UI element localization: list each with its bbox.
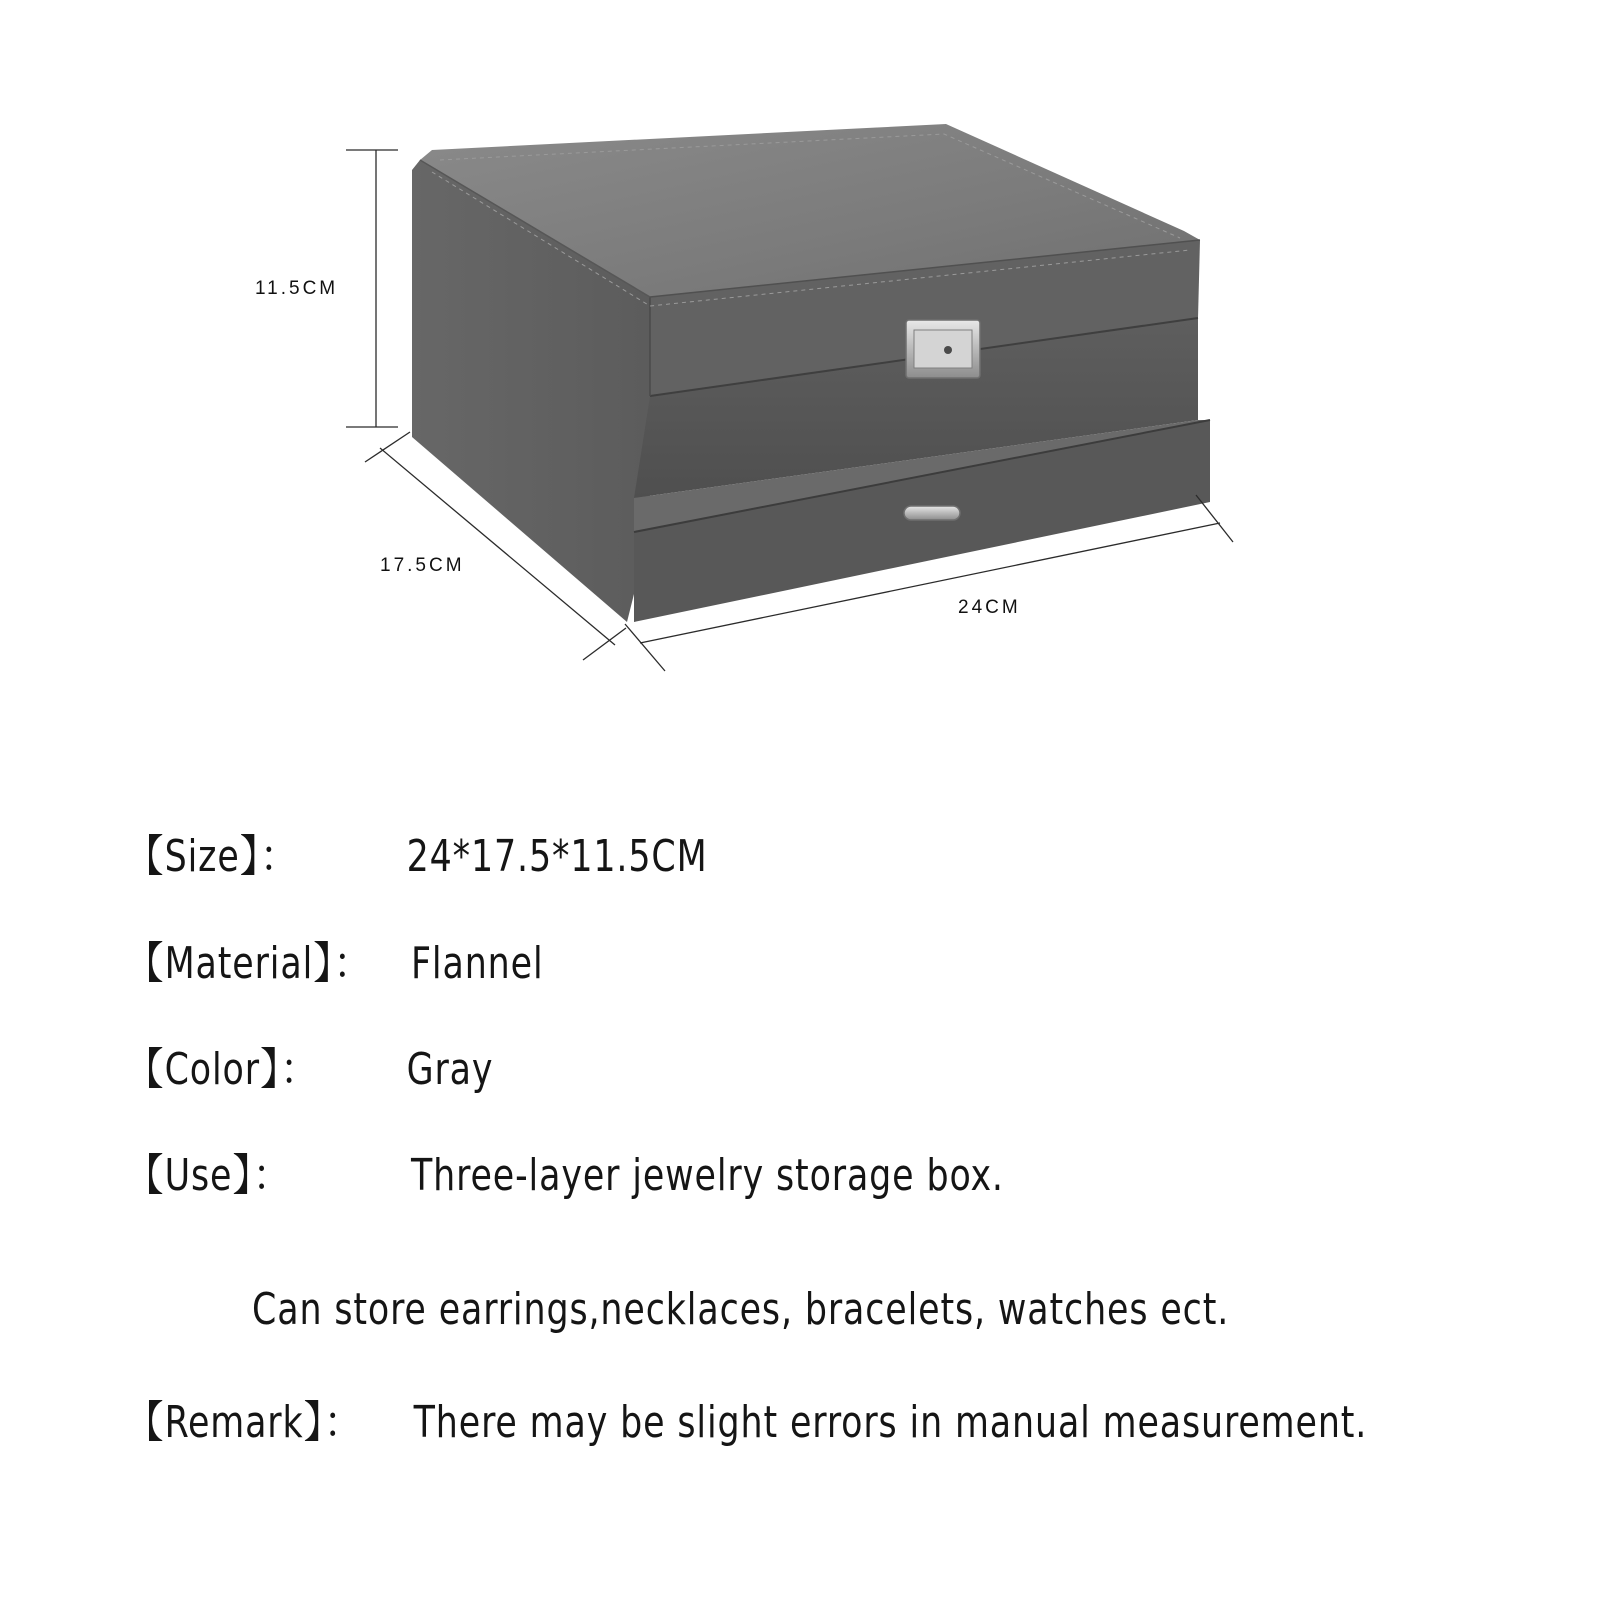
spec-use-value: Three-layer jewelry storage box.	[411, 1150, 1004, 1201]
product-figure	[0, 0, 1600, 760]
spec-color-label: 【Color】：	[125, 1044, 320, 1095]
lock-clasp-icon	[906, 320, 980, 378]
spec-color-value: Gray	[406, 1044, 494, 1095]
spec-size-value: 24*17.5*11.5CM	[406, 831, 708, 882]
height-dimension-label: 11.5CM	[255, 278, 339, 299]
spec-remark-value: There may be slight errors in manual measurement.	[413, 1397, 1368, 1448]
spec-material-value: Flannel	[411, 938, 544, 989]
drawer-handle-icon	[904, 506, 960, 520]
spec-remark-label: 【Remark】：	[125, 1397, 364, 1448]
spec-use-label: 【Use】：	[125, 1150, 293, 1201]
spec-use-continuation: Can store earrings,necklaces, bracelets, watches ect.	[252, 1284, 1230, 1335]
depth-dimension-label: 17.5CM	[380, 555, 465, 576]
width-dimension-label: 24CM	[958, 597, 1021, 618]
spec-size-label: 【Size】：	[125, 831, 300, 882]
spec-material-label: 【Material】：	[125, 938, 373, 989]
jewelry-box	[412, 124, 1210, 622]
